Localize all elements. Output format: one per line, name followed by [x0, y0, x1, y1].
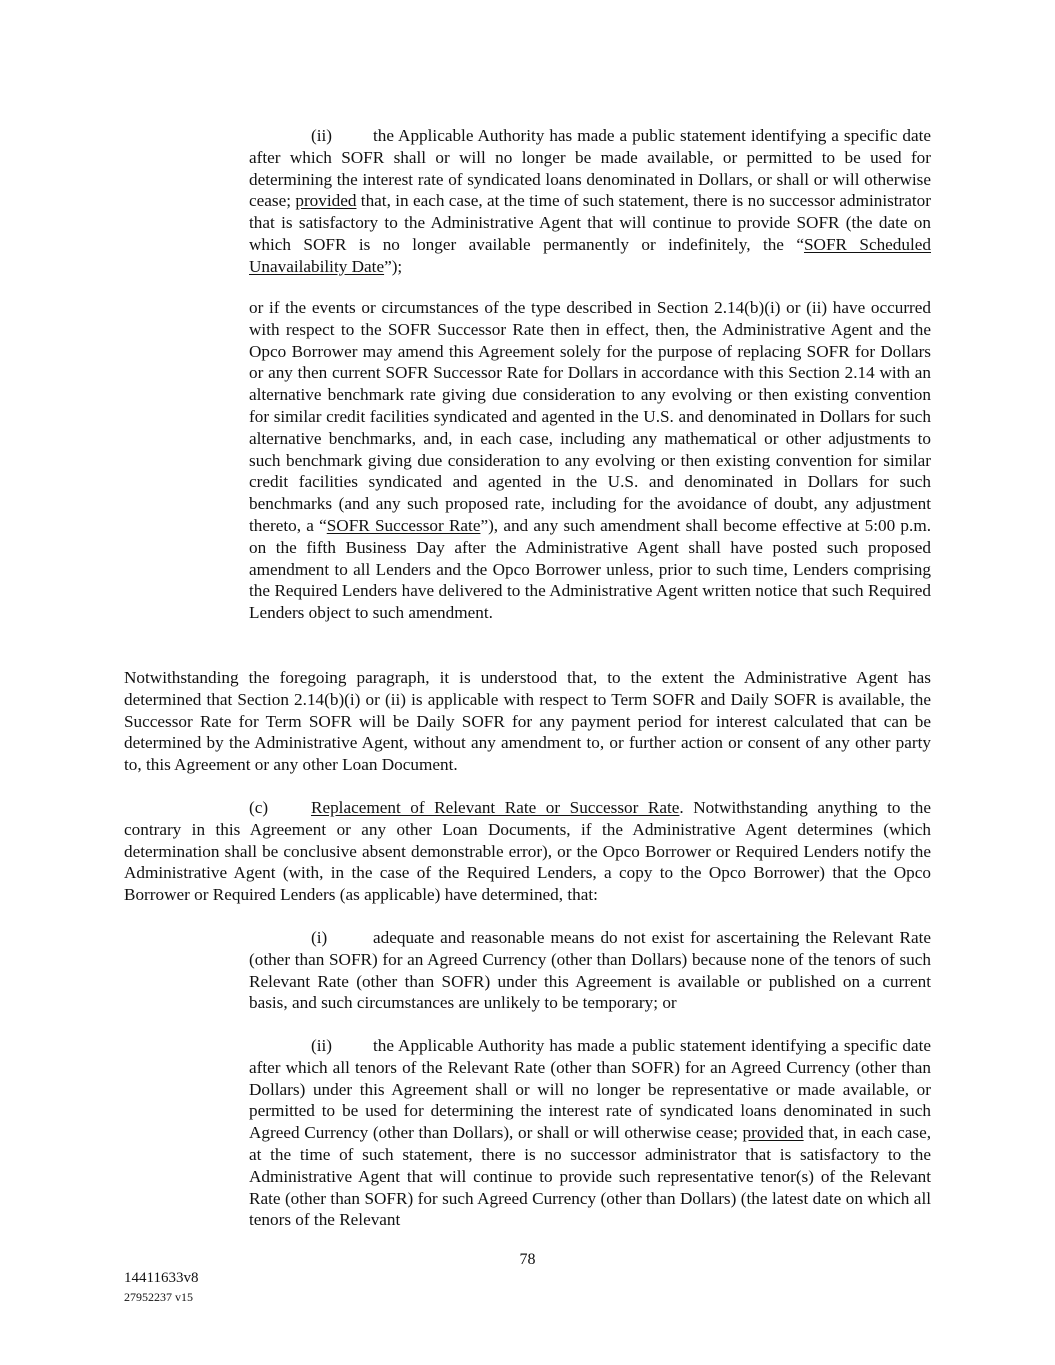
- clause-text: adequate and reasonable means do not exist for ascertaining the Relevant Rate (other than SOFR) for an Agreed Currency (other than Dollars) because none of the tenors of such Relevant Rate (other than SOFR) under this Agreement is available or published on a current basis, and such circumstances are unlikely to be temporary; or: [249, 928, 931, 1013]
- underlined-term: provided: [742, 1123, 804, 1143]
- clause-c-i: [249, 927, 931, 1014]
- paragraph-notwithstanding: [124, 667, 931, 776]
- defined-term: SOFR Successor Rate: [326, 515, 481, 535]
- clause-text: that, in each case, at the time of such statement, there is no successor administrator that is satisfactory to the Administrative Agent that will continue to provide SOFR (the date on which SOFR is no longer available permanently or indefinitely, the “: [249, 191, 932, 254]
- underlined-term: provided: [295, 191, 357, 211]
- clause-label: (i): [311, 928, 328, 947]
- clause-text: ”);: [384, 256, 403, 276]
- clause-text: the Applicable Authority has made a public statement identifying a specific date after which all tenors of the Relevant Rate (other than SOFR) for an Agreed Currency (other than Dollars) under this Agreement shall or will no longer be representative or made available, or permitted to be used for determining the interest rate of syndicated loans denominated in such Agreed Currency (other than Dollars), or shall or will otherwise cease;: [249, 1036, 931, 1143]
- clause-ii-sofr-cessation: [249, 125, 931, 278]
- page-number: 78: [519, 1251, 536, 1268]
- clause-label: (ii): [311, 1036, 332, 1055]
- section-label: (c): [249, 798, 269, 817]
- clause-text: the Applicable Authority has made a public statement identifying a specific date after which SOFR shall or will no longer be made available, or permitted to be used for determining the interest rate of syndicated loans denominated in Dollars, or shall or will otherwise cease;: [249, 126, 931, 211]
- document-version-id: 27952237 v15: [124, 1290, 193, 1304]
- paragraph-text: Notwithstanding the foregoing paragraph, it is understood that, to the extent the Administrative Agent has determined that Section 2.14(b)(i) or (ii) is applicable with respect to Term SOFR and Daily SOFR is available, the Successor Rate for Term SOFR will be Daily SOFR for any payment period for interest calculated that can be determined by the Administrative Agent, without any amendment to, or further action or consent of any other party to, this Agreement or any other Loan Document.: [124, 668, 931, 775]
- clause-text: that, in each case, at the time of such statement, there is no successor administrator that is satisfactory to the Administrative Agent that will continue to provide such representative tenor(s) of the Relevant Rate (other than SOFR) for such Agreed Currency (other than Dollars) (the latest date on which all tenors of the Relevant: [249, 1123, 931, 1230]
- document-id: 14411633v8: [124, 1270, 199, 1286]
- defined-term: SOFR Scheduled Unavailability Date: [249, 234, 931, 276]
- paragraph-text: ”), and any such amendment shall become effective at 5:00 p.m. on the fifth Business Day after the Administrative Agent shall have posted such proposed amendment to all Lenders and the Opco Borrower unless, prior to such time, Lenders comprising the Required Lenders have delivered to the Administrative Agent written notice that such Required Lenders object to such amendment.: [249, 515, 931, 623]
- paragraph-sofr-successor-rate: [249, 297, 931, 624]
- clause-c-ii: [249, 1035, 931, 1231]
- clause-label: (ii): [311, 126, 332, 145]
- section-c-replacement: [124, 797, 931, 906]
- section-text: . Notwithstanding anything to the contrary in this Agreement or any other Loan Documents, if the Administrative Agent determines (which determination shall be conclusive absent demonstrable error), or the Opco Borrower or Required Lenders notify the Administrative Agent (with, in the case of the Required Lenders, a copy to the Opco Borrower) that the Opco Borrower or Required Lenders (as applicable) have determined, that:: [124, 798, 931, 905]
- paragraph-text: or if the events or circumstances of the type described in Section 2.14(b)(i) or (ii) have occurred with respect to the SOFR Successor Rate then in effect, then, the Administrative Agent and the Opco Borrower may amend this Agreement solely for the purpose of replacing SOFR for Dollars or any then current SOFR Successor Rate for Dollars in accordance with this Section 2.14 with an alternative benchmark rate giving due consideration to any evolving or then existing convention for similar credit facilities syndicated and agented in the U.S. and denominated in Dollars for such alternative benchmarks, and, in each case, including any mathematical or other adjustments to such benchmark giving due consideration to any evolving or then existing convention for similar credit facilities syndicated and agented in the U.S. and denominated in Dollars for such benchmarks (and any such proposed rate, including for the avoidance of doubt, any adjustment thereto, a “: [249, 298, 931, 535]
- section-heading: Replacement of Relevant Rate or Successor Rate: [311, 798, 680, 817]
